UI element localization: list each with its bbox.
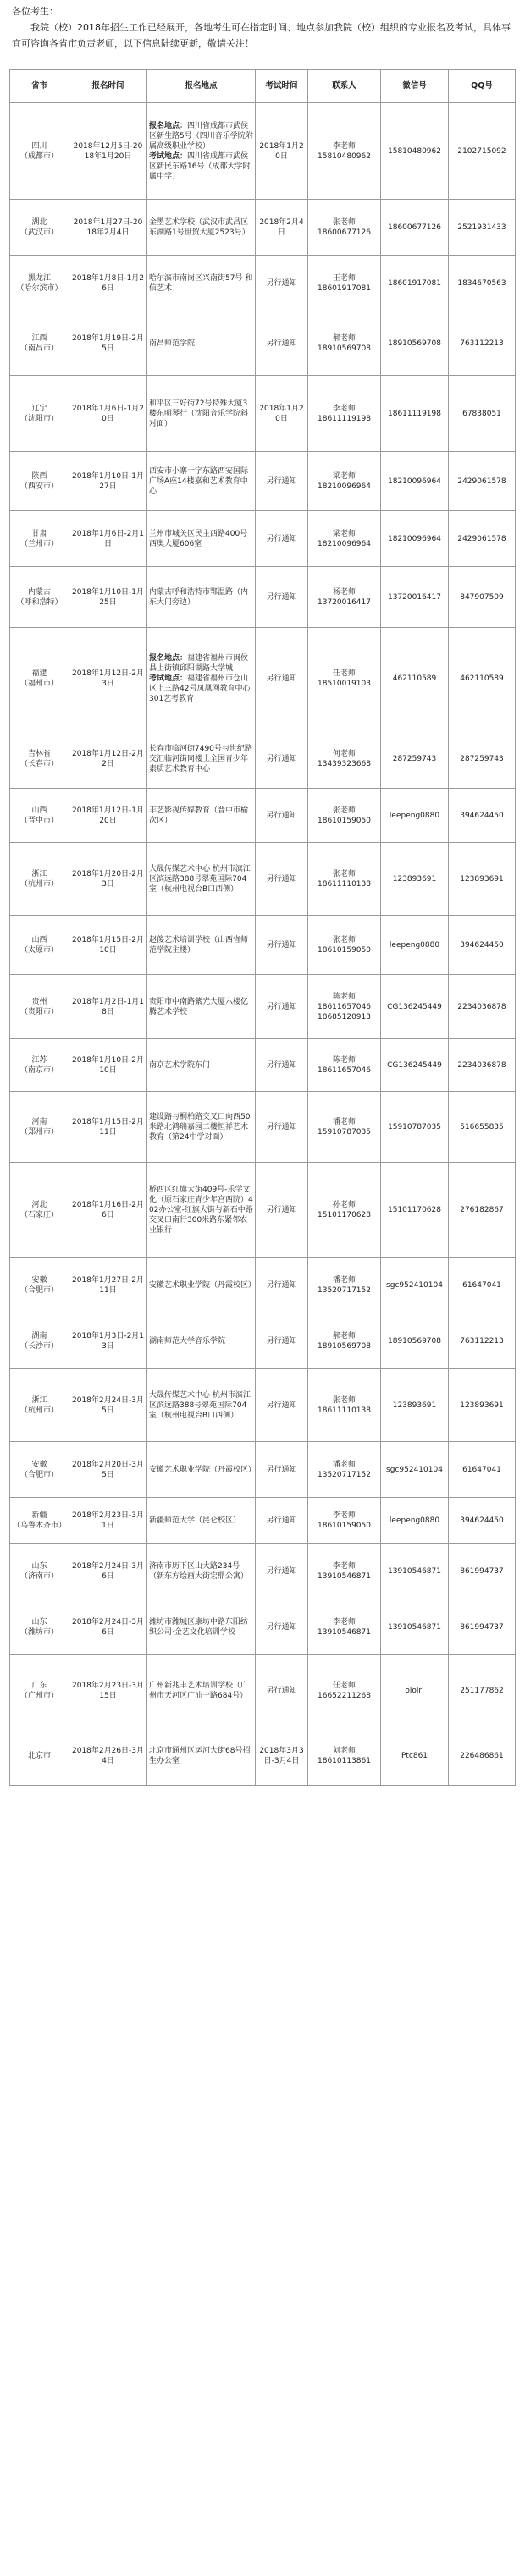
cell-registration-venue <box>147 1498 256 1544</box>
venue-label: 考试地点： <box>149 151 188 161</box>
cell-contact: 任老师 16652211268 <box>308 1655 381 1726</box>
cell-registration-venue <box>147 1369 256 1442</box>
cell-registration-venue <box>147 1726 256 1786</box>
cell-wechat: 287259743 <box>381 729 449 789</box>
cell-qq: 861994737 <box>449 1599 516 1655</box>
cell-registration-time: 2018年2月24日-3月6日 <box>69 1599 147 1655</box>
venue-text: 丰艺影视传媒教育（晋中市榆次区） <box>149 806 249 825</box>
cell-wechat: CG136245449 <box>381 1039 449 1092</box>
cell-wechat: 18600677126 <box>381 200 449 256</box>
cell-province: 湖南 （长沙市） <box>10 1313 69 1369</box>
cell-qq: 394624450 <box>449 916 516 975</box>
cell-registration-venue <box>147 1163 256 1258</box>
cell-wechat: 18611119198 <box>381 376 449 452</box>
venue-text: 兰州市城关区民主西路400号西奥大厦606室 <box>149 529 248 548</box>
cell-wechat: 123893691 <box>381 1369 449 1442</box>
venue-text: 新疆师范大学（昆仑校区） <box>149 1516 241 1525</box>
cell-qq: 394624450 <box>449 1498 516 1544</box>
venue-text: 建设路与桐柏路交叉口向西50米路北鸿瑞嘉园二楼恒祥艺术教育（第24中学对面） <box>149 1112 251 1142</box>
cell-wechat: 15101170628 <box>381 1163 449 1258</box>
cell-province: 江西 （南昌市） <box>10 311 69 376</box>
cell-contact: 张老师 18611110138 <box>308 843 381 916</box>
table-row <box>10 1599 516 1655</box>
cell-registration-time: 2018年1月10日-1月27日 <box>69 452 147 511</box>
table-row <box>10 1442 516 1498</box>
cell-qq: 847907509 <box>449 567 516 628</box>
cell-registration-time: 2018年1月15日-2月10日 <box>69 916 147 975</box>
cell-contact: 李老师 13910546871 <box>308 1544 381 1599</box>
cell-contact: 陈老师 18611657046 18685120913 <box>308 975 381 1039</box>
cell-wechat: 18210096964 <box>381 511 449 567</box>
cell-exam-time: 另行通知 <box>256 1092 308 1163</box>
cell-contact: 李老师 13910546871 <box>308 1599 381 1655</box>
cell-registration-venue <box>147 916 256 975</box>
cell-qq: 394624450 <box>449 789 516 843</box>
cell-qq: 61647041 <box>449 1258 516 1313</box>
cell-province: 山东 （潍坊市） <box>10 1599 69 1655</box>
cell-province: 河北 （石家庄） <box>10 1163 69 1258</box>
cell-exam-time: 2018年1月20日 <box>256 103 308 200</box>
cell-registration-time: 2018年2月24日-3月5日 <box>69 1369 147 1442</box>
cell-wechat: 18910569708 <box>381 1313 449 1369</box>
table-row <box>10 789 516 843</box>
cell-registration-venue <box>147 256 256 311</box>
cell-qq: 2234036878 <box>449 1039 516 1092</box>
venue-text: 考试地点：四川省成都市武侯区新民东路16号（成都大学附属中学） <box>149 151 251 181</box>
venue-text: 赵傻艺术培训学校（山西省师范学院主楼） <box>149 935 249 955</box>
cell-exam-time: 另行通知 <box>256 843 308 916</box>
cell-wechat: leepeng0880 <box>381 789 449 843</box>
cell-province: 辽宁 （沈阳市） <box>10 376 69 452</box>
cell-qq: 251177862 <box>449 1655 516 1726</box>
cell-registration-time: 2018年1月27日-2018年2月4日 <box>69 200 147 256</box>
cell-exam-time: 2018年1月20日 <box>256 376 308 452</box>
cell-qq: 67838051 <box>449 376 516 452</box>
cell-wechat: CG136245449 <box>381 975 449 1039</box>
table-row <box>10 1498 516 1544</box>
cell-registration-venue <box>147 789 256 843</box>
cell-contact: 何老师 13439323668 <box>308 729 381 789</box>
cell-wechat: sgc952410104 <box>381 1442 449 1498</box>
cell-qq: 2521931433 <box>449 200 516 256</box>
cell-contact: 李老师 15810480962 <box>308 103 381 200</box>
cell-registration-venue <box>147 1258 256 1313</box>
cell-registration-time: 2018年1月12日-2月2日 <box>69 729 147 789</box>
cell-province: 四川 （成都市） <box>10 103 69 200</box>
venue-text: 考试地点：福建省福州市仓山区上三路42号凤凰网教育中心301艺考教育 <box>149 674 251 703</box>
cell-registration-venue <box>147 1544 256 1599</box>
venue-text: 贵阳市中南路紫光大厦六楼亿腾艺术学校 <box>149 997 249 1016</box>
cell-province: 河南 （郑州市） <box>10 1092 69 1163</box>
cell-registration-time: 2018年1月2日-1月18日 <box>69 975 147 1039</box>
cell-registration-time: 2018年1月16日-2月6日 <box>69 1163 147 1258</box>
cell-registration-venue <box>147 452 256 511</box>
table-row <box>10 200 516 256</box>
cell-exam-time: 另行通知 <box>256 1498 308 1544</box>
cell-registration-venue <box>147 200 256 256</box>
cell-contact: 杨老师 13720016417 <box>308 567 381 628</box>
cell-exam-time: 另行通知 <box>256 1163 308 1258</box>
venue-text: 哈尔滨市南岗区兴南街57号 和信艺术 <box>149 273 253 293</box>
cell-registration-venue <box>147 843 256 916</box>
cell-province: 江苏 （南京市） <box>10 1039 69 1092</box>
cell-registration-time: 2018年1月12日-2月3日 <box>69 628 147 729</box>
cell-exam-time: 另行通知 <box>256 1369 308 1442</box>
cell-registration-venue <box>147 1599 256 1655</box>
cell-wechat: 462110589 <box>381 628 449 729</box>
cell-province: 山东 （济南市） <box>10 1544 69 1599</box>
cell-registration-time: 2018年1月20日-2月3日 <box>69 843 147 916</box>
cell-contact: 王老师 18601917081 <box>308 256 381 311</box>
cell-province: 福建 （福州市） <box>10 628 69 729</box>
cell-qq: 1834670563 <box>449 256 516 311</box>
cell-qq: 763112213 <box>449 1313 516 1369</box>
cell-province: 浙江 （杭州市） <box>10 1369 69 1442</box>
venue-text: 金墨艺术学校（武汉市武昌区东湖路1号世贸大厦2523号） <box>149 217 250 237</box>
cell-registration-venue <box>147 975 256 1039</box>
cell-contact: 张老师 18600677126 <box>308 200 381 256</box>
cell-contact: 潘老师 15910787035 <box>308 1092 381 1163</box>
cell-exam-time: 2018年2月4日 <box>256 200 308 256</box>
venue-label: 报名地点： <box>149 121 188 130</box>
cell-registration-venue <box>147 628 256 729</box>
venue-label: 报名地点： <box>149 653 188 663</box>
cell-wechat: 15810480962 <box>381 103 449 200</box>
venue-text: 安徽艺术职业学院（丹霞校区） <box>149 1280 257 1290</box>
cell-registration-time: 2018年1月10日-2月10日 <box>69 1039 147 1092</box>
cell-qq: 2429061578 <box>449 452 516 511</box>
cell-contact: 任老师 18510019103 <box>308 628 381 729</box>
header-contact: 联系人 <box>308 70 381 103</box>
intro-section <box>12 3 517 52</box>
venue-text: 长春市临河街7490号与世纪路交汇临河街同楼上全国青少年素质艺术教育中心 <box>149 744 252 773</box>
cell-province: 陕西 （西安市） <box>10 452 69 511</box>
cell-registration-time: 2018年2月24日-3月6日 <box>69 1544 147 1599</box>
header-exam-time: 考试时间 <box>256 70 308 103</box>
header-registration-time: 报名时间 <box>69 70 147 103</box>
header-wechat: 微信号 <box>381 70 449 103</box>
cell-exam-time: 2018年3月3日-3月4日 <box>256 1726 308 1786</box>
venue-text: 北京市通州区运河大街68号招生办公室 <box>149 1746 251 1765</box>
table-row <box>10 1726 516 1786</box>
cell-wechat: 18910569708 <box>381 311 449 376</box>
cell-wechat: 13910546871 <box>381 1544 449 1599</box>
venue-label: 考试地点： <box>149 674 188 683</box>
cell-contact: 梁老师 18210096964 <box>308 452 381 511</box>
cell-province: 山西 （太原市） <box>10 916 69 975</box>
cell-province: 安徽 （合肥市） <box>10 1442 69 1498</box>
venue-text: 大晟传媒艺术中心 杭州市滨江区滨远路388号翠苑国际704室（杭州电视台B口西侧） <box>149 1390 251 1420</box>
cell-province: 湖北 （武汉市） <box>10 200 69 256</box>
cell-exam-time: 另行通知 <box>256 729 308 789</box>
cell-registration-time: 2018年1月8日-1月26日 <box>69 256 147 311</box>
cell-registration-time: 2018年2月23日-3月1日 <box>69 1498 147 1544</box>
venue-text: 广州新兆丰艺术培训学校（广州市天河区广汕一路684号） <box>149 1681 249 1700</box>
table-row <box>10 511 516 567</box>
venue-text: 安徽艺术职业学院（丹霞校区） <box>149 1465 257 1474</box>
cell-contact: 郝老师 18910569708 <box>308 311 381 376</box>
table-row <box>10 628 516 729</box>
cell-contact: 潘老师 13520717152 <box>308 1258 381 1313</box>
cell-contact: 郝老师 18910569708 <box>308 1313 381 1369</box>
cell-registration-venue <box>147 103 256 200</box>
cell-province: 甘肃 （兰州市） <box>10 511 69 567</box>
cell-province: 黑龙江 （哈尔滨市） <box>10 256 69 311</box>
cell-contact: 潘老师 13520717152 <box>308 1442 381 1498</box>
cell-registration-venue <box>147 1313 256 1369</box>
cell-registration-venue <box>147 376 256 452</box>
cell-registration-time: 2018年1月6日-1月20日 <box>69 376 147 452</box>
cell-exam-time: 另行通知 <box>256 511 308 567</box>
venue-text: 济南市历下区山大路234号（新东方绘画大街宏鼎公寓） <box>149 1561 249 1581</box>
table-row <box>10 256 516 311</box>
cell-wechat: 123893691 <box>381 843 449 916</box>
cell-registration-venue <box>147 729 256 789</box>
cell-contact: 陈老师 18611657046 <box>308 1039 381 1092</box>
cell-exam-time: 另行通知 <box>256 311 308 376</box>
cell-qq: 123893691 <box>449 1369 516 1442</box>
greeting: 各位考生： <box>12 6 58 17</box>
cell-exam-time: 另行通知 <box>256 1313 308 1369</box>
cell-exam-time: 另行通知 <box>256 567 308 628</box>
cell-exam-time: 另行通知 <box>256 1599 308 1655</box>
venue-text: 内蒙古呼和浩特市鄂温路（内东大门旁边） <box>149 587 249 607</box>
cell-exam-time: 另行通知 <box>256 916 308 975</box>
intro-body: 我院（校）2018年招生工作已经展开，各地考生可在指定时间、地点参加我院（校）组织的专业报名及考试，具体事宜可咨询各省市负责老师，以下信息陆续更新，敬请关注！ <box>12 22 511 49</box>
cell-province: 贵州 （贵阳市） <box>10 975 69 1039</box>
venue-text: 和平区三好街72号特殊大厦3楼东明琴行（沈阳音乐学院斜对面） <box>149 399 249 428</box>
cell-exam-time: 另行通知 <box>256 975 308 1039</box>
cell-qq: 2234036878 <box>449 975 516 1039</box>
cell-registration-time: 2018年1月12日-1月20日 <box>69 789 147 843</box>
venue-text: 南京艺术学院东门 <box>149 1060 211 1070</box>
cell-contact: 李老师 18611119198 <box>308 376 381 452</box>
table-header-row <box>10 70 516 103</box>
header-qq: QQ号 <box>449 70 516 103</box>
table-row <box>10 1369 516 1442</box>
cell-wechat: leepeng0880 <box>381 916 449 975</box>
venue-text: 潍坊市潍城区康坊中路东阳纺织公司·金艺文化培训学校 <box>149 1617 249 1637</box>
cell-registration-venue <box>147 1092 256 1163</box>
cell-province: 新疆 （乌鲁木齐市） <box>10 1498 69 1544</box>
cell-qq: 287259743 <box>449 729 516 789</box>
table-row <box>10 729 516 789</box>
header-registration-venue: 报名地点 <box>147 70 256 103</box>
cell-qq: 861994737 <box>449 1544 516 1599</box>
cell-province: 广东 （广州市） <box>10 1655 69 1726</box>
cell-wechat: 13720016417 <box>381 567 449 628</box>
table-row <box>10 452 516 511</box>
table-row <box>10 843 516 916</box>
cell-province: 吉林省 （长春市） <box>10 729 69 789</box>
cell-registration-time: 2018年1月27日-2月11日 <box>69 1258 147 1313</box>
table-row <box>10 1039 516 1092</box>
cell-qq: 516655835 <box>449 1092 516 1163</box>
cell-contact: 张老师 18610159050 <box>308 916 381 975</box>
cell-exam-time: 另行通知 <box>256 628 308 729</box>
cell-contact: 张老师 18611110138 <box>308 1369 381 1442</box>
table-row <box>10 311 516 376</box>
cell-registration-venue <box>147 1039 256 1092</box>
cell-registration-time: 2018年1月6日-2月1日 <box>69 511 147 567</box>
venue-text: 湖南师范大学音乐学院 <box>149 1336 226 1346</box>
cell-registration-time: 2018年2月20日-3月5日 <box>69 1442 147 1498</box>
table-row <box>10 1313 516 1369</box>
cell-qq: 276182867 <box>449 1163 516 1258</box>
cell-exam-time: 另行通知 <box>256 1039 308 1092</box>
table-row <box>10 567 516 628</box>
cell-wechat: sgc952410104 <box>381 1258 449 1313</box>
cell-wechat: 13910546871 <box>381 1599 449 1655</box>
header-province: 省市 <box>10 70 69 103</box>
cell-wechat: leepeng0880 <box>381 1498 449 1544</box>
cell-registration-time: 2018年12月5日-2018年1月20日 <box>69 103 147 200</box>
cell-wechat: ololrl <box>381 1655 449 1726</box>
cell-registration-venue <box>147 311 256 376</box>
table-row <box>10 1258 516 1313</box>
venue-text: 南昌师范学院 <box>149 339 196 348</box>
cell-registration-time: 2018年1月3日-2月13日 <box>69 1313 147 1369</box>
cell-contact: 孙老师 15101170628 <box>308 1163 381 1258</box>
cell-exam-time: 另行通知 <box>256 1544 308 1599</box>
enrollment-table <box>9 69 516 1786</box>
cell-province: 山西 （晋中市） <box>10 789 69 843</box>
table-row <box>10 975 516 1039</box>
table-row <box>10 103 516 200</box>
cell-registration-venue <box>147 567 256 628</box>
cell-exam-time: 另行通知 <box>256 1442 308 1498</box>
cell-qq: 226486861 <box>449 1726 516 1786</box>
table-row <box>10 1163 516 1258</box>
cell-registration-time: 2018年1月15日-2月11日 <box>69 1092 147 1163</box>
venue-text: 报名地点：福建省福州市闽侯县上街镇邱阳湖路大学城 <box>149 653 249 673</box>
cell-exam-time: 另行通知 <box>256 256 308 311</box>
cell-qq: 763112213 <box>449 311 516 376</box>
cell-qq: 123893691 <box>449 843 516 916</box>
cell-wechat: 18210096964 <box>381 452 449 511</box>
cell-exam-time: 另行通知 <box>256 452 308 511</box>
cell-wechat: 15910787035 <box>381 1092 449 1163</box>
cell-wechat: 18601917081 <box>381 256 449 311</box>
cell-province: 内蒙古 （呼和浩特） <box>10 567 69 628</box>
cell-contact: 梁老师 18210096964 <box>308 511 381 567</box>
cell-province: 安徽 （合肥市） <box>10 1258 69 1313</box>
cell-registration-time: 2018年2月26日-3月4日 <box>69 1726 147 1786</box>
venue-text: 大晟传媒艺术中心 杭州市滨江区滨远路388号翠苑国际704室（杭州电视台B口西侧） <box>149 864 251 894</box>
cell-exam-time: 另行通知 <box>256 789 308 843</box>
cell-province: 北京市 <box>10 1726 69 1786</box>
table-body <box>10 103 516 1786</box>
venue-text: 桥西区红旗大街409号-乐学文化（原石家庄青少年宫西院）402办公室-红旗大街与新石中路交叉口南行300米路东紧邻农业银行 <box>149 1185 253 1235</box>
table-row <box>10 376 516 452</box>
cell-registration-venue <box>147 1655 256 1726</box>
cell-wechat: Ptc861 <box>381 1726 449 1786</box>
cell-exam-time: 另行通知 <box>256 1655 308 1726</box>
cell-registration-venue <box>147 1442 256 1498</box>
table-row <box>10 1092 516 1163</box>
cell-contact: 李老师 18610159050 <box>308 1498 381 1544</box>
cell-exam-time: 另行通知 <box>256 1258 308 1313</box>
cell-registration-venue <box>147 511 256 567</box>
cell-qq: 2102715092 <box>449 103 516 200</box>
cell-province: 浙江 （杭州市） <box>10 843 69 916</box>
table-row <box>10 1544 516 1599</box>
venue-text: 西安市小寨十字东路西安国际广场A座14楼嘉和艺术教育中心 <box>149 466 249 496</box>
cell-contact: 刘老师 18610113861 <box>308 1726 381 1786</box>
table-row <box>10 1655 516 1726</box>
cell-qq: 2429061578 <box>449 511 516 567</box>
cell-registration-time: 2018年1月10日-1月25日 <box>69 567 147 628</box>
cell-registration-time: 2018年2月23日-3月15日 <box>69 1655 147 1726</box>
cell-contact: 张老师 18610159050 <box>308 789 381 843</box>
table-row <box>10 916 516 975</box>
venue-text: 报名地点：四川省成都市武侯区新生路5号（四川音乐学院附属高级职业学校） <box>149 121 253 151</box>
cell-qq: 462110589 <box>449 628 516 729</box>
cell-registration-time: 2018年1月19日-2月5日 <box>69 311 147 376</box>
cell-qq: 61647041 <box>449 1442 516 1498</box>
